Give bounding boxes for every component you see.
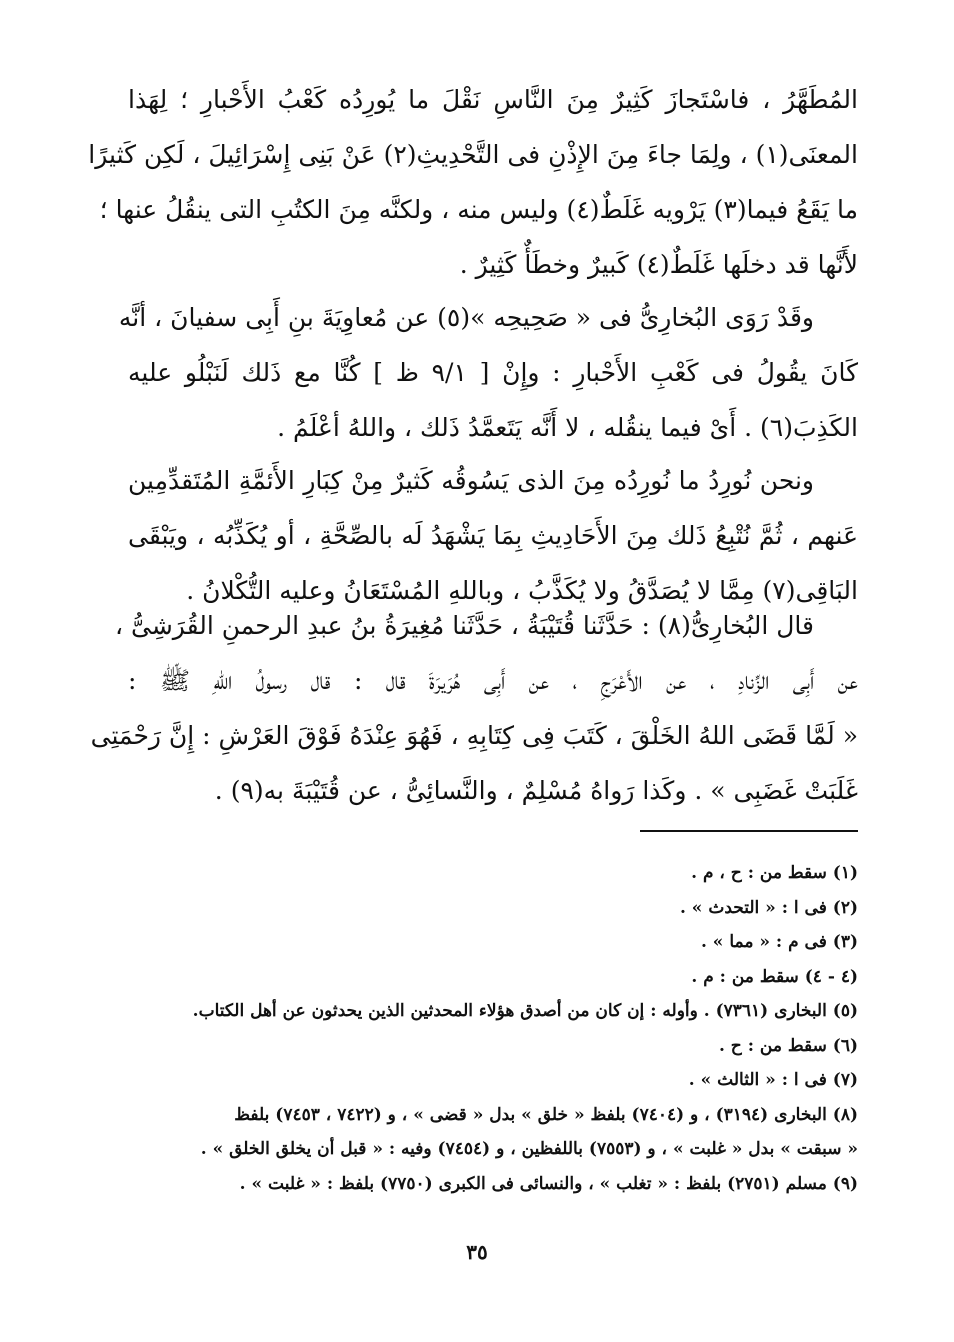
footnote: (٢) فى ا : « التحدث » . [679,897,858,918]
text-line: عَنهم ، ثُمَّ نُتْبِعُ ذَلك مِنَ الأَحَادِيثِ بِمَا يَشْهَدُ لَه بالصِّحَّةِ ، أو يُكَذِّبُه ، ويَبْقَى [128,521,858,550]
paragraph-1 [88,72,858,292]
text-line: ما يَقَعُ فيما(٣) يَرْويه غَلَطٌ(٤) وليس منه ، ولكنَّه مِنَ الكتُبِ التى ينقُلُ عنها ؛ [99,195,858,224]
paragraph-4 [90,598,858,818]
text-line: لأَنَّها قد دخلَها غَلَطٌ(٤) كَبيرٌ وخطَأٌ كَثِيرٌ . [459,250,858,279]
footnote: (٨) البخارى (٣١٩٤) ، و (٧٤٠٤) بلفظ « خلق » بدل « قضى » ، و (٧٤٢٢ ، ٧٤٥٣) بلفظ [234,1104,858,1125]
page-number: ٣٥ [466,1240,488,1264]
paragraph-2 [118,290,858,455]
footnote: (١) سقط من : ح ، م . [691,863,858,883]
text-line: كَانَ يقُولُ فى كَعْبِ الأَحْبارِ : وإِنْ [ ٩/١ ظ ] كُنَّا مع ذَلك لَنَبْلُو عليه [128,358,858,387]
text-line: عن أَبِى الزِّنادِ ، عن الأَعْرَجِ ، عن أَبِى هُرَيرَةَ قال : قال رسولُ اللهِ ﷺ : [128,666,858,695]
text-line: قال البُخارِىُّ(٨) : حَدَّثَنا قُتَيْبَةُ ، حَدَّثَنا مُغِيرَةُ بنُ عبدِ الرحمنِ القُرَشِىُّ ، [114,611,814,640]
text-line: « لَمَّا قَضَى اللهُ الخَلْقَ ، كَتَبَ فِى كِتَابِهِ ، فَهُوَ عِنْدَهُ فَوْقَ العَرْشِ : إِنَّ رَحْمَتِى [90,721,858,750]
footnote: (٩) مسلم (٢٧٥١) بلفظ : « تغلب » ، والنسائى فى الكبرى (٧٧٥٠) بلفظ : « غلبت » . [239,1173,858,1194]
text-line: البَاقِى(٧) مِمَّا لا يُصَدَّقُ ولا يُكَذَّبُ ، وباللهِ المُسْتَعَانُ وعليه التُّكْلانُ . [186,576,858,605]
footnote: (٣) فى م : « مما » . [700,932,858,952]
footnote: (٥) البخارى (٧٣٦١) . وأوله : إن كان من أصدق هؤلاء المحدثين الذين يحدثون عن أهل الكتاب. [192,1001,858,1021]
footnote: (٧) فى ا : « الثالث » . [688,1070,858,1090]
text-line: المعنَى(١) ، ولِمَا جاءَ مِنَ الإِذْنِ فى التَّحْدِيثِ(٢) عَنْ بَنِى إِسْرَائِيلَ ، لَكِن كَثيرًا [88,140,858,169]
footnote: (٤ - ٤) سقط من : م . [691,966,858,987]
footnote: (٦) سقط من : ح . [718,1035,858,1056]
footnote-continuation: « سبقت » بدل « غلبت » ، و (٧٥٥٣) باللفظين ، و (٧٤٥٤) وفيه : « قبل أن يخلق الخلق » . [200,1139,858,1159]
footnote-separator [640,830,858,832]
text-line: ونحن نُورِدُ ما نُورِدُه مِنَ الذى يَسُوقُه كَثيرٌ مِنْ كِبَارِ الأَئمَّةِ المُتَقدِّمِين [128,466,814,495]
paragraph-3 [128,453,858,618]
text-line: وقَدْ رَوَى البُخارِىُّ فى « صَحِيحِه »(٥) عن مُعاوِيَةَ بنِ أَبِى سفيانَ ، أنَّه [118,303,814,332]
text-line: المُطَهَّرُ ، فاسْتَجازَ كَثِيرٌ مِنَ النَّاسِ نَقْلَ ما يُورِدُه كَعْبُ الأَحْبارِ ؛ لِهَذا [128,85,858,114]
text-line: غَلَبَتْ غَضَبِى » . وكَذا رَواهُ مُسْلِمٌ ، والنَّسائِىُّ ، عن قُتَيْبَةَ به(٩) . [214,776,858,805]
text-line: الكَذِبَ(٦) . أَىْ فيما ينقُله ، لا أَنَّه يَتَعمَّدُ ذَلك ، واللهُ أعْلَمُ . [277,413,858,442]
footnotes [128,856,858,1201]
